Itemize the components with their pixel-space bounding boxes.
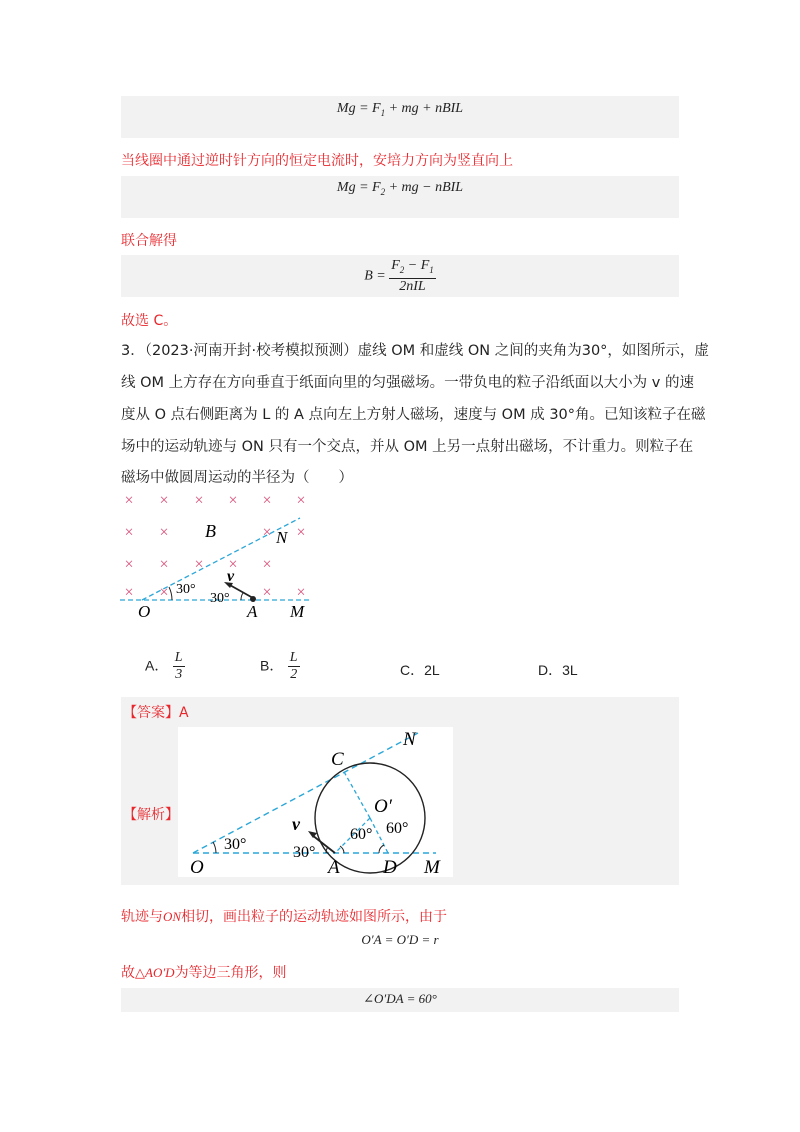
paragraph-choose-c: 故选 C。 [121,313,178,329]
paragraph-equilateral: 故△AO′D为等边三角形，则 [121,965,287,981]
question-line-1: 3．（2023·河南开封·校考模拟预测）虚线 OM 和虚线 ON 之间的夹角为30°，如图所示，虚 [121,343,709,359]
paragraph-current-direction: 当线圈中通过逆时针方向的恒定电流时，安培力方向为竖直向上 [121,153,513,169]
field-cross: × [262,524,272,541]
option-b[interactable]: B． $\frac{L}{2}$ [260,650,298,682]
label-angle-60a: 60° [350,826,373,843]
label-a: A [247,602,258,620]
field-cross: × [228,492,238,509]
field-cross: × [124,584,134,601]
field-cross: × [159,556,169,573]
angle-arc-o [169,587,172,600]
equation-2: $Mg = F_2$ + mg − nBIL [336,180,464,197]
equation-box-3 [121,255,679,297]
answer-line: 【答案】A [123,705,189,721]
option-a[interactable]: A． $\frac{L}{3}$ [145,650,183,682]
paragraph-combine: 联合解得 [121,233,177,249]
label-n: N [276,528,288,547]
label-o: O [190,857,204,877]
field-cross: × [262,492,272,509]
field-cross: × [194,556,204,573]
label-angle-o: 30° [176,582,196,597]
label-n: N [403,729,416,750]
equation-box-1 [121,96,679,138]
label-b: B [205,521,216,541]
field-cross: × [296,584,306,601]
paragraph-tangent: 轨迹与ON相切，画出粒子的运动轨迹如图所示，由于 [121,909,448,925]
velocity-arrow [228,584,253,598]
field-cross: × [159,584,169,601]
label-a: A [328,857,340,877]
label-m: M [424,857,440,877]
angle-arc-a60 [340,846,344,853]
field-cross: × [159,524,169,541]
label-c: C [331,749,344,770]
label-d: D [383,857,397,877]
field-cross: × [296,492,306,509]
equation-box-5 [121,988,679,1012]
angle-arc-d60 [379,845,384,853]
field-cross: × [124,492,134,509]
radius-o2-c [343,770,370,818]
velocity-arrow [312,835,335,853]
angle-arc-o [213,842,216,853]
label-o-prime: O′ [374,796,392,817]
equation-1: $Mg = F_1$ + mg + nBIL [336,101,464,118]
question-line-3: 度从 O 点右侧距离为 L 的 A 点向左上方射人磁场，速度与 OM 成 30°角。已知该粒子在磁 [121,407,706,423]
figure-solution [178,727,453,877]
figure-magnetic-field [110,485,330,620]
equation-4: O′A = O′D = r [361,932,439,947]
field-cross: × [296,524,306,541]
field-cross: × [159,492,169,509]
question-line-4: 场中的运动轨迹与 ON 只有一个交点，并从 OM 上另一点射出磁场，不计重力。则粒子在 [121,439,694,455]
label-m: M [290,602,305,620]
label-angle-o: 30° [224,836,247,853]
field-cross: × [228,556,238,573]
equation-5: ∠O′DA = 60° [363,991,437,1006]
equation-box-2 [121,176,679,218]
label-angle-60b: 60° [386,820,409,837]
angle-arc-a [241,593,243,600]
answer-block [121,697,679,885]
field-cross: × [262,584,272,601]
fraction-b: $\frac{F_2 - F_1}{\text{2nIL}}$ [391,258,434,294]
label-angle-a: 30° [210,591,230,606]
option-c[interactable]: C．2L [400,662,440,678]
field-cross: × [194,492,204,509]
label-v: v [292,814,300,834]
equation-3: B = $\frac{F_2 - F_1}{\text{2nIL}}$ [364,258,434,294]
label-angle-a: 30° [293,844,316,861]
question-line-2: 线 OM 上方存在方向垂直于纸面向里的匀强磁场。一带负电的粒子沿纸面以大小为 v 的速 [121,375,694,391]
analysis-tag: 【解析】 [123,807,179,823]
field-cross: × [124,556,134,573]
field-cross: × [124,524,134,541]
question-line-5: 磁场中做圆周运动的半径为（ ） [121,470,353,486]
label-v: v [227,568,235,585]
line-on [193,733,418,853]
label-o: O [138,602,151,620]
field-cross: × [262,556,272,573]
option-d[interactable]: D．3L [538,662,578,678]
